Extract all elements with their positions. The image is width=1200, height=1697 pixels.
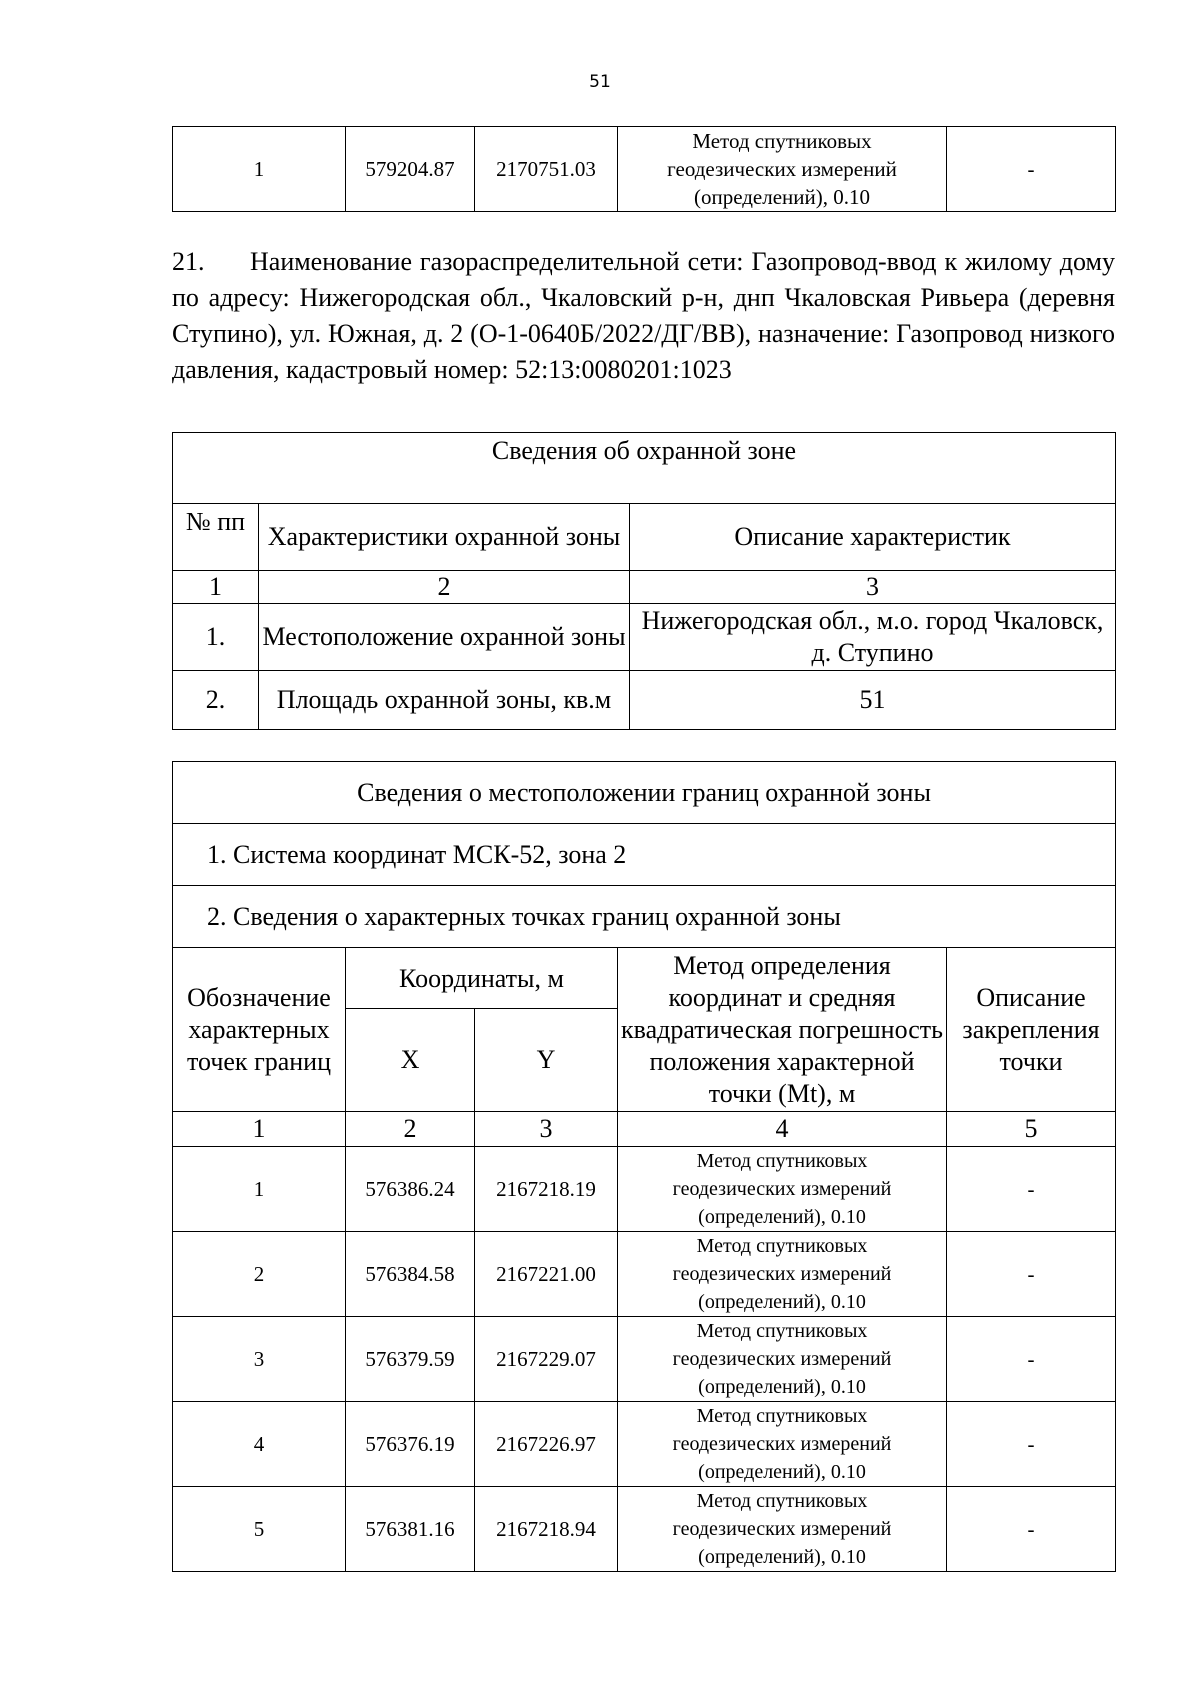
description-cell: 51 bbox=[630, 671, 1116, 730]
col-number: 3 bbox=[630, 571, 1116, 604]
col-number: 2 bbox=[346, 1112, 475, 1147]
method-line: геодезических измерений bbox=[672, 1348, 892, 1370]
point-cell: 1 bbox=[173, 1147, 346, 1232]
method-line: геодезических измерений bbox=[672, 1178, 892, 1200]
method-line: геодезических измерений bbox=[667, 157, 897, 181]
table-row bbox=[173, 1402, 1116, 1487]
method-line: (определений), 0.10 bbox=[698, 1291, 866, 1313]
network-description bbox=[172, 244, 1115, 388]
y-cell: 2167221.00 bbox=[475, 1232, 618, 1317]
method-line: (определений), 0.10 bbox=[698, 1376, 866, 1398]
description-cell: - bbox=[947, 1402, 1116, 1487]
col-number: 1 bbox=[173, 571, 259, 604]
y-cell: 2167229.07 bbox=[475, 1317, 618, 1402]
x-cell: 576381.16 bbox=[346, 1487, 475, 1572]
col-number: 4 bbox=[618, 1112, 947, 1147]
zone-table-title: Сведения об охранной зоне bbox=[173, 433, 1116, 504]
header-description: Описание характеристик bbox=[630, 504, 1116, 571]
header-x: X bbox=[346, 1009, 475, 1112]
x-cell: 576376.19 bbox=[346, 1402, 475, 1487]
method-line: (определений), 0.10 bbox=[698, 1461, 866, 1483]
col-number: 3 bbox=[475, 1112, 618, 1147]
col-number: 5 bbox=[947, 1112, 1116, 1147]
coordinate-system: 1. Система координат МСК-52, зона 2 bbox=[173, 824, 1116, 886]
header-designation: Обозначение характерных точек границ bbox=[173, 948, 346, 1112]
method-cell bbox=[618, 1147, 947, 1232]
point-cell: 5 bbox=[173, 1487, 346, 1572]
method-line: Метод спутниковых bbox=[696, 1490, 868, 1512]
method-cell bbox=[618, 1232, 947, 1317]
table-row bbox=[173, 604, 1116, 671]
header-method: Метод определения координат и средняя квадратическая погрешность положения характерной точки (Mt), м bbox=[618, 948, 947, 1112]
x-cell: 579204.87 bbox=[346, 127, 475, 212]
point-cell: 2 bbox=[173, 1232, 346, 1317]
paragraph-number: 21. bbox=[172, 247, 205, 276]
method-line: Метод спутниковых bbox=[696, 1320, 868, 1342]
description-cell: - bbox=[947, 1232, 1116, 1317]
zone-boundaries-table bbox=[172, 761, 1116, 1572]
method-line: Метод спутниковых bbox=[696, 1150, 868, 1172]
method-line: геодезических измерений bbox=[672, 1518, 892, 1540]
description-cell: - bbox=[947, 1317, 1116, 1402]
table-row bbox=[173, 1487, 1116, 1572]
header-fixing: Описание закрепления точки bbox=[947, 948, 1116, 1112]
characteristic-cell: Местоположение охранной зоны bbox=[259, 604, 630, 671]
y-cell: 2167226.97 bbox=[475, 1402, 618, 1487]
description-cell: - bbox=[947, 1487, 1116, 1572]
method-line: (определений), 0.10 bbox=[693, 185, 871, 209]
method-line: Метод спутниковых bbox=[696, 1405, 868, 1427]
table-row bbox=[173, 127, 1116, 212]
header-characteristics: Характеристики охранной зоны bbox=[259, 504, 630, 571]
point-cell: 4 bbox=[173, 1402, 346, 1487]
header-num: № пп bbox=[173, 504, 259, 571]
points-section-title: 2. Сведения о характерных точках границ охранной зоны bbox=[173, 886, 1116, 948]
bounds-table-title: Сведения о местоположении границ охранной зоны bbox=[173, 762, 1116, 824]
method-line: Метод спутниковых bbox=[692, 129, 872, 153]
point-cell: 3 bbox=[173, 1317, 346, 1402]
table-row bbox=[173, 1147, 1116, 1232]
method-line: геодезических измерений bbox=[672, 1433, 892, 1455]
description-cell: Нижегородская обл., м.о. город Чкаловск, д. Ступино bbox=[630, 604, 1116, 671]
method-line: Метод спутниковых bbox=[696, 1235, 868, 1257]
header-y: Y bbox=[475, 1009, 618, 1112]
top-coordinates-table bbox=[172, 126, 1116, 212]
point-cell: 1 bbox=[173, 127, 346, 212]
x-cell: 576379.59 bbox=[346, 1317, 475, 1402]
method-cell bbox=[618, 1402, 947, 1487]
row-num: 1. bbox=[173, 604, 259, 671]
y-cell: 2167218.94 bbox=[475, 1487, 618, 1572]
description-cell: - bbox=[947, 1147, 1116, 1232]
y-cell: 2167218.19 bbox=[475, 1147, 618, 1232]
paragraph-text: Наименование газораспределительной сети: Газопровод-ввод к жилому дому по адресу: Нижегородская обл., Чкаловский р-н, днп Чкаловская Ривьера (деревня Ступино), ул. Южная, д. 2 (О-1-0640Б/2022/ДГ/ВВ), назначение: Газопровод низкого давления, кадастровый номер: 52:13:0080201:1023 bbox=[172, 247, 1115, 384]
method-cell bbox=[618, 1317, 947, 1402]
col-number: 2 bbox=[259, 571, 630, 604]
col-number: 1 bbox=[173, 1112, 346, 1147]
method-line: (определений), 0.10 bbox=[698, 1546, 866, 1568]
method-line: (определений), 0.10 bbox=[698, 1206, 866, 1228]
description-cell: - bbox=[947, 127, 1116, 212]
table-row bbox=[173, 671, 1116, 730]
table-row bbox=[173, 1317, 1116, 1402]
method-cell bbox=[618, 1487, 947, 1572]
page-number: 51 bbox=[589, 72, 611, 92]
header-coordinates: Координаты, м bbox=[346, 948, 618, 1009]
characteristic-cell: Площадь охранной зоны, кв.м bbox=[259, 671, 630, 730]
table-row bbox=[173, 1232, 1116, 1317]
row-num: 2. bbox=[173, 671, 259, 730]
x-cell: 576384.58 bbox=[346, 1232, 475, 1317]
x-cell: 576386.24 bbox=[346, 1147, 475, 1232]
method-line: геодезических измерений bbox=[672, 1263, 892, 1285]
y-cell: 2170751.03 bbox=[475, 127, 618, 212]
method-cell bbox=[618, 127, 947, 212]
protection-zone-table bbox=[172, 432, 1116, 730]
